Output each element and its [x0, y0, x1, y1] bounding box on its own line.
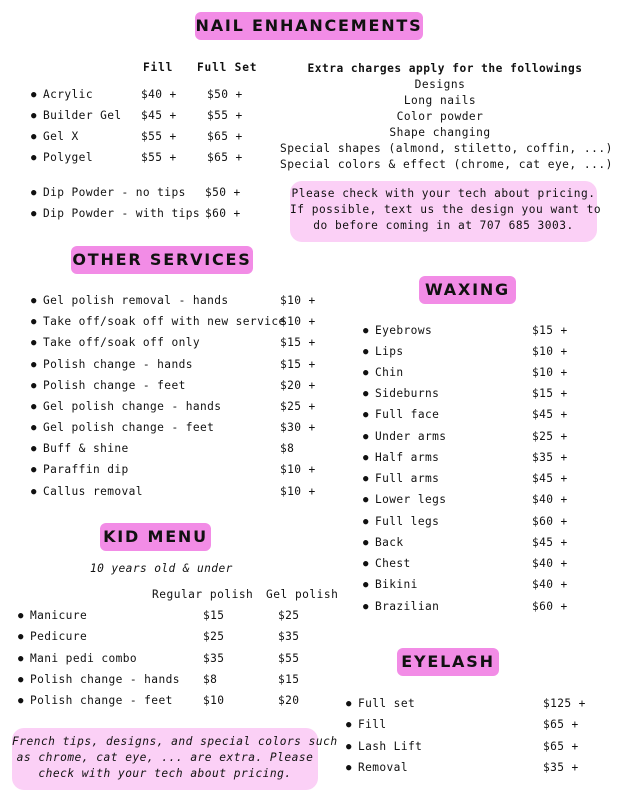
list-item: ● Gel X $55 + $65 +	[31, 130, 243, 143]
nail-enhancements-heading: NAIL ENHANCEMENTS	[195, 12, 423, 40]
gel-polish-column-header: Gel polish	[266, 588, 339, 601]
list-item: ● Sideburns $15 +	[363, 387, 568, 400]
list-item: ● Gel polish change - hands $25 +	[31, 400, 316, 413]
kid-note-box	[12, 728, 338, 790]
waxing-heading: WAXING	[419, 276, 516, 304]
list-item: ● Paraffin dip $10 +	[31, 463, 316, 476]
eyelash-heading: EYELASH	[397, 648, 499, 676]
fullset-column-header: Full Set	[197, 61, 258, 74]
list-item: ● Lower legs $40 +	[363, 493, 568, 506]
list-item: ● Chin $10 +	[363, 366, 568, 379]
list-item: ● Polish change - hands $8 $15	[18, 673, 300, 686]
fill-column-header: Fill	[143, 61, 174, 74]
list-item: ● Bikini $40 +	[363, 578, 568, 591]
list-item: ● Eyebrows $15 +	[363, 324, 568, 337]
list-item: ● Lash Lift $65 +	[346, 740, 579, 753]
list-item: ● Mani pedi combo $35 $55	[18, 652, 300, 665]
extra-charges-heading: Extra charges apply for the followings	[307, 62, 583, 75]
list-item: ● Dip Powder - no tips $50 +	[31, 186, 241, 199]
list-item: ● Half arms $35 +	[363, 451, 568, 464]
list-item: ● Take off/soak off only $15 +	[31, 336, 316, 349]
list-item: ● Lips $10 +	[363, 345, 568, 358]
extra-line: Color powder	[396, 110, 484, 123]
list-item: ● Under arms $25 +	[363, 430, 568, 443]
list-item: ● Take off/soak off with new service $10 +	[31, 315, 316, 328]
list-item: ● Gel polish removal - hands $10 +	[31, 294, 316, 307]
other-services-heading: OTHER SERVICES	[71, 246, 253, 274]
list-item: ● Pedicure $25 $35	[18, 630, 300, 643]
list-item: ● Polish change - hands $15 +	[31, 358, 316, 371]
kid-note-line: French tips, designs, and special colors such	[12, 735, 338, 748]
list-item: ● Polish change - feet $20 +	[31, 379, 316, 392]
list-item: ● Buff & shine $8	[31, 442, 295, 455]
list-item: ● Gel polish change - feet $30 +	[31, 421, 316, 434]
list-item: ● Back $45 +	[363, 536, 568, 549]
kid-note-line: as chrome, cat eye, ... are extra. Please	[16, 751, 314, 764]
regular-polish-column-header: Regular polish	[152, 588, 254, 601]
kid-menu-subtitle: 10 years old & under	[90, 562, 233, 575]
extra-line: Special shapes (almond, stiletto, coffin, ...)	[280, 142, 613, 155]
extra-line: Special colors & effect (chrome, cat eye, ...)	[280, 158, 613, 171]
list-item: ● Polygel $55 + $65 +	[31, 151, 243, 164]
list-item: ● Full face $45 +	[363, 408, 568, 421]
list-item: ● Acrylic $40 + $50 +	[31, 88, 243, 101]
pricing-note-line: Please check with your tech about pricing.	[291, 187, 596, 200]
list-item: ● Full legs $60 +	[363, 515, 568, 528]
pricing-note-line: do before coming in at 707 685 3003.	[313, 219, 574, 232]
list-item: ● Brazilian $60 +	[363, 600, 568, 613]
list-item: ● Callus removal $10 +	[31, 485, 316, 498]
list-item: ● Full arms $45 +	[363, 472, 568, 485]
kid-note-line: check with your tech about pricing.	[38, 767, 292, 780]
list-item: ● Builder Gel $45 + $55 +	[31, 109, 243, 122]
list-item: ● Manicure $15 $25	[18, 609, 300, 622]
list-item: ● Dip Powder - with tips $60 +	[31, 207, 241, 220]
list-item: ● Removal $35 +	[346, 761, 579, 774]
list-item: ● Fill $65 +	[346, 718, 579, 731]
extra-line: Shape changing	[389, 126, 491, 139]
list-item: ● Full set $125 +	[346, 697, 586, 710]
pricing-note-box	[290, 181, 602, 242]
list-item: ● Chest $40 +	[363, 557, 568, 570]
pricing-note-line: If possible, text us the design you want to	[290, 203, 602, 216]
extra-line: Long nails	[403, 94, 477, 107]
kid-menu-heading: KID MENU	[100, 523, 211, 551]
extra-line: Designs	[414, 78, 466, 91]
list-item: ● Polish change - feet $10 $20	[18, 694, 300, 707]
